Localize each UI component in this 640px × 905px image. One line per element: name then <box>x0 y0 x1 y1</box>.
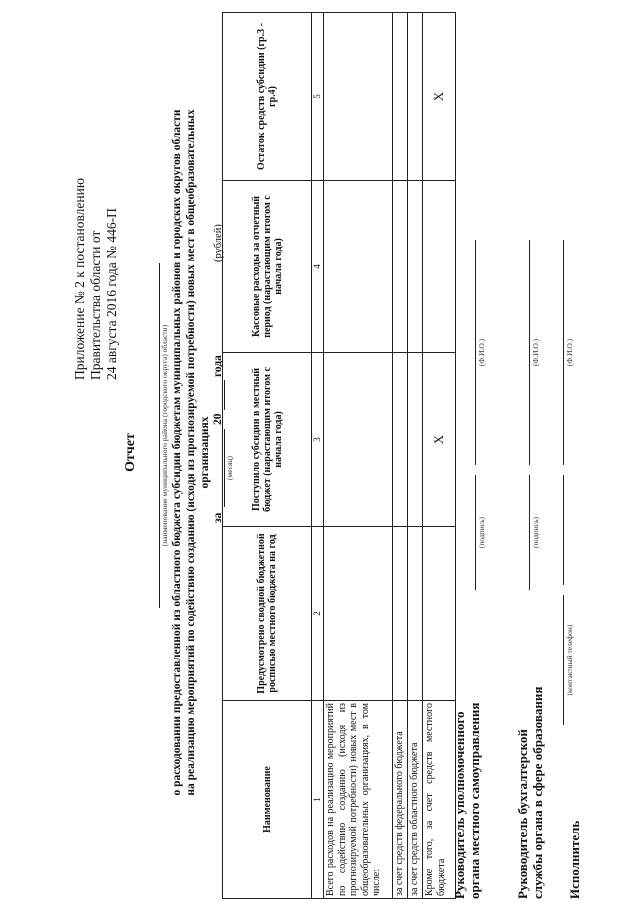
cell-planned[interactable] <box>408 527 423 701</box>
table-row <box>423 13 456 899</box>
appendix-line-1: Приложение № 2 к постановлению <box>72 178 87 380</box>
municipality-caption: (наименование муниципального района (городского округа) области) <box>160 324 169 547</box>
column-number: 1 <box>312 701 324 899</box>
header-balance: Остаток средств субсидии (гр.3 - гр.4) <box>223 13 312 181</box>
fio-caption: (Ф.И.О.) <box>531 338 540 367</box>
x-mark: X <box>423 353 456 527</box>
cell-balance[interactable] <box>408 13 423 181</box>
cell-cash-expenses[interactable] <box>408 181 423 353</box>
signature-executor: Исполнитель <box>567 820 582 899</box>
fio-line[interactable] <box>529 240 530 465</box>
row-name: Кроме того, за счет средств местного бюджета <box>423 701 456 899</box>
cell-cash-expenses[interactable] <box>324 181 393 353</box>
signature-title-line-2: службы органа в сфере образования <box>530 686 545 899</box>
subject-line-1: о расходовании предоставленной из областного бюджета субсидии бюджетам муниципальных районов и городских округов области <box>171 109 183 796</box>
cell-planned[interactable] <box>423 527 456 701</box>
header-name: Наименование <box>223 701 312 899</box>
header-received: Поступило субсидии в местный бюджет (нарастающим итогом с начала года) <box>223 353 312 527</box>
signature-line[interactable] <box>563 475 564 585</box>
year-prefix: 20 <box>212 413 224 425</box>
period-prefix: за <box>212 512 224 523</box>
fio-caption: (Ф.И.О.) <box>477 338 486 367</box>
header-planned: Предусмотрено сводной бюджетной росписью местного бюджета на год <box>223 527 312 701</box>
signature-head-accounting <box>515 687 545 899</box>
document-title: Отчет <box>123 433 138 472</box>
signature-caption: (подпись) <box>477 516 486 549</box>
phone-line[interactable] <box>563 595 564 725</box>
cell-balance[interactable] <box>324 13 393 181</box>
fio-line[interactable] <box>475 240 476 465</box>
signature-title-line-1: Руководитель уполномоченного <box>452 711 467 899</box>
row-name: Всего расходов на реализацию мероприятий по содействию созданию (исходя из прогнозируемой потребности) новых мест в общеобразовательных организациях, в том числе: <box>324 701 393 899</box>
column-number: 2 <box>312 527 324 701</box>
signature-line[interactable] <box>529 475 530 590</box>
table-row <box>324 13 393 899</box>
signature-head-local <box>452 703 482 899</box>
signature-title-line-1: Руководитель бухгалтерской <box>515 729 530 899</box>
subject-line-3: организациях <box>199 416 211 489</box>
units-label: (рублей) <box>213 224 224 262</box>
column-number: 4 <box>312 181 324 353</box>
appendix-line-3: 24 августа 2016 года № 446-П <box>104 208 119 380</box>
appendix-block <box>72 178 120 380</box>
x-mark: X <box>423 13 456 181</box>
cell-planned[interactable] <box>393 527 408 701</box>
cell-balance[interactable] <box>393 13 408 181</box>
fio-line[interactable] <box>563 240 564 465</box>
signature-title-line-2: органа местного самоуправления <box>467 702 482 899</box>
row-name: за счет средств областного бюджета <box>408 701 423 899</box>
cell-received[interactable] <box>408 353 423 527</box>
subject-line-2: на реализацию мероприятий по содействию созданию (исходя из прогнозируемой потребности) новых мест в общеобразовательных <box>185 109 197 796</box>
column-number-row <box>312 13 324 899</box>
cell-planned[interactable] <box>324 527 393 701</box>
header-cash-expenses: Кассовые расходы за отчетный период (нарастающим итогом с начала года) <box>223 181 312 353</box>
phone-caption: (контактный телефон) <box>565 624 574 696</box>
column-number: 5 <box>312 13 324 181</box>
row-name: за счет средств федерального бюджета <box>393 701 408 899</box>
table-row <box>393 13 408 899</box>
table-row <box>408 13 423 899</box>
year-suffix: года <box>212 355 224 377</box>
fio-caption: (Ф.И.О.) <box>565 338 574 367</box>
column-number: 3 <box>312 353 324 527</box>
signature-line[interactable] <box>475 475 476 590</box>
appendix-line-2: Правительства области от <box>88 230 103 380</box>
cell-received[interactable] <box>324 353 393 527</box>
cell-cash-expenses[interactable] <box>423 181 456 353</box>
month-caption: (месяц) <box>225 455 234 481</box>
cell-cash-expenses[interactable] <box>393 181 408 353</box>
report-table <box>222 12 456 899</box>
cell-received[interactable] <box>393 353 408 527</box>
table-header-row <box>223 13 312 899</box>
signature-caption: (подпись) <box>531 516 540 549</box>
